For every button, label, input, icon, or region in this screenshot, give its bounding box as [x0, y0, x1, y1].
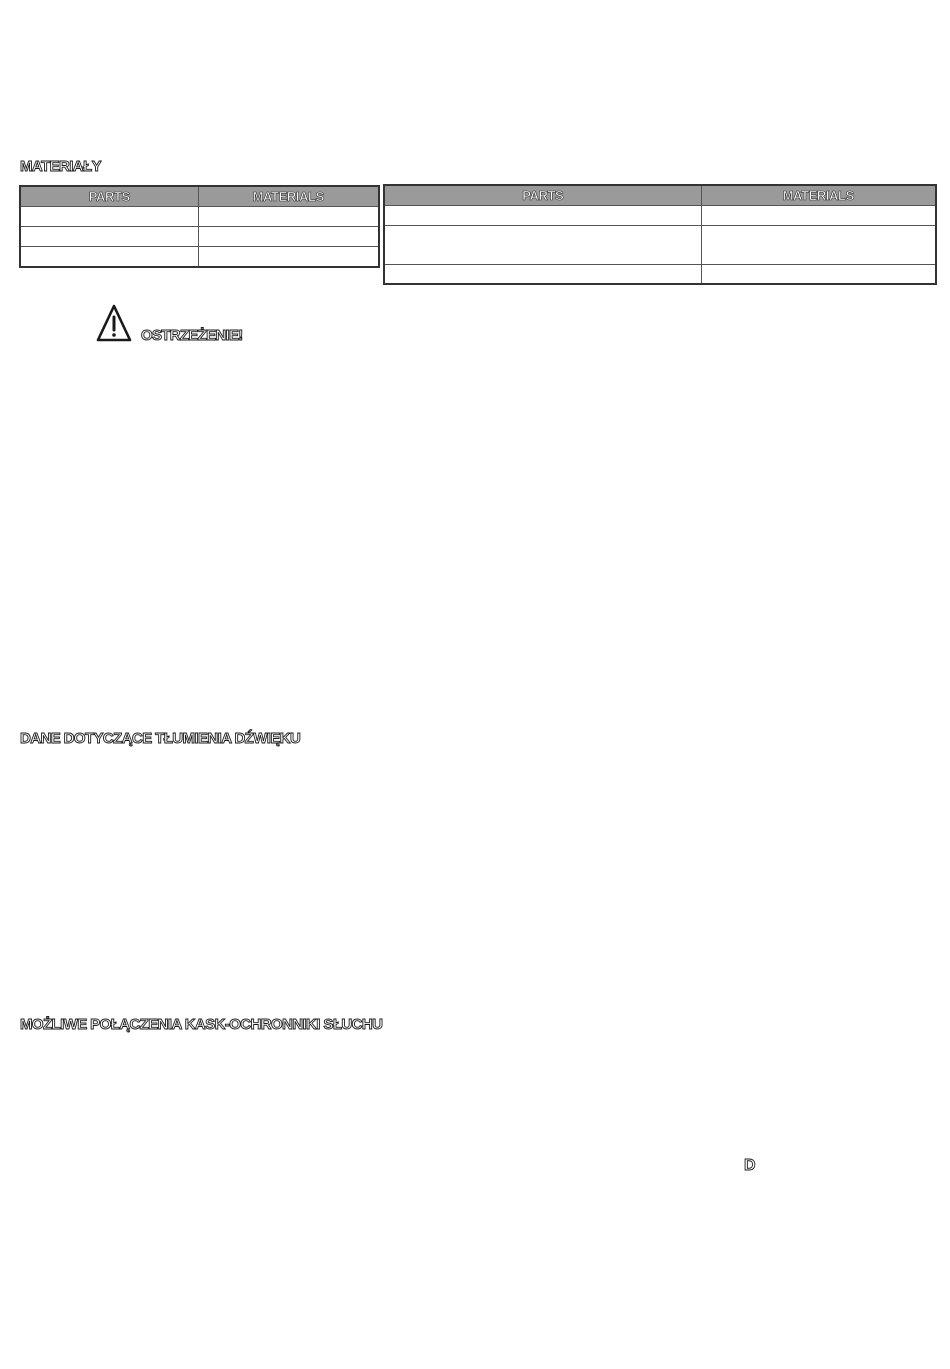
table-header-row [384, 185, 936, 206]
table-cell [20, 247, 198, 268]
warning-triangle-icon [96, 303, 132, 343]
table-cell [384, 226, 701, 265]
materials-heading: MATERIAŁY [20, 158, 101, 175]
table-row [20, 247, 379, 268]
column-header-materials: MATERIALS [701, 185, 936, 206]
table-header-row [20, 186, 379, 207]
warning-label: OSTRZEŻENIE! [141, 327, 243, 344]
combinations-heading: MOŻLIWE POŁĄCZENIA KASK-OCHRONNIKI SŁUCHU [20, 1016, 383, 1033]
table-cell [20, 227, 198, 247]
table-row [20, 207, 379, 227]
table-row [384, 206, 936, 226]
stray-letter: D [744, 1157, 756, 1174]
table-cell [384, 265, 701, 285]
materials-table-right [383, 184, 937, 285]
warning-notice [96, 303, 243, 343]
table-cell [701, 206, 936, 226]
table-cell [701, 226, 936, 265]
table-row [384, 265, 936, 285]
attenuation-heading: DANE DOTYCZĄCE TŁUMIENIA DŹWIĘKU [20, 730, 301, 747]
column-header-parts: PARTS [384, 185, 701, 206]
materials-table-left [19, 185, 380, 268]
column-header-parts: PARTS [20, 186, 198, 207]
table-row [20, 227, 379, 247]
table-cell [198, 207, 379, 227]
table-cell [701, 265, 936, 285]
table-row [384, 226, 936, 265]
table-cell [20, 207, 198, 227]
table-cell [384, 206, 701, 226]
table-cell [198, 247, 379, 268]
table-cell [198, 227, 379, 247]
column-header-materials: MATERIALS [198, 186, 379, 207]
